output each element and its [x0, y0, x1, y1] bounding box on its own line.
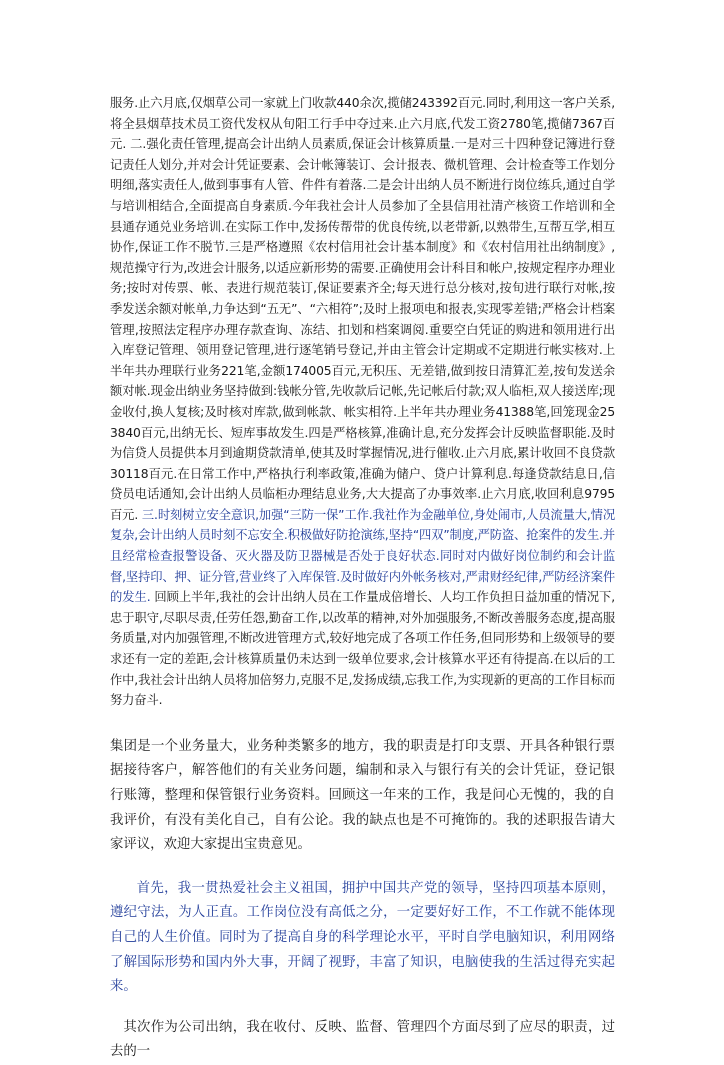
document-page	[110, 93, 615, 1065]
paragraph-review-section: 回顾上半年,我社的会计出纳人员在工作量成倍增长、人均工作负担日益加重的情况下,忠于职守,尽职尽责,任劳任怨,勤奋工作,以改革的精神,对外加强服务,不断改善服务态度,提高服务质量,对内加强管理,不断改进管理方式,较好地完成了各项工作任务,但同形势和上级领导的要求还有一定的差距,会计核算质量仍未达到一级单位要求,会计核算水平还有待提高.在以后的工作中,我社会计出纳人员将加倍努力,克服不足,发扬成绩,忘我工作,为实现新的更高的工作目标而努力奋斗.	[110, 590, 615, 708]
paragraph-work-summary-main: 服务.止六月底,仅烟草公司一家就上门收款440余次,揽储243392百元.同时,利用这一客户关系,将全县烟草技术员工资代发权从旬阳工行手中夺过来.止六月底,代发工资2780笔,揽储7367百元. 二.强化责任管理,提高会计出纳人员素质,保证会计核算质量.一是对三十四种登记簿进行登记责任人划分,并对会计凭证要素、会计帐簿装订、会计报表、微机管理、会计检查等工作划分明细,落实责任人,做到事事有人管、件件有着落.二是会计出纳人员不断进行岗位练兵,通过自学与培训相结合,全面提高自身素质.今年我社会计人员参加了全县信用社清产核资工作培训和全县通存通兑业务培训.在实际工作中,发扬传帮带的优良传统,以老带新,以熟带生,互帮互学,相互协作,保证工作不脱节.三是严格遵照《农村信用社会计基本制度》和《农村信用社出纳制度》,规范操守行为,改进会计服务,以适应新形势的需要.正确使用会计科目和帐户,按规定程序办理业务;按时对传票、帐、表进行规范装订,保证要素齐全;每天进行总分核对,按旬进行联行对帐,按季发送余额对帐单,力争达到“五无”、“六相符”;及时上报项电和报表,实现零差错;严格会计档案管理,按照法定程序办理存款查询、冻结、扣划和档案调阅.重要空白凭证的购进和领用进行出入库登记管理、领用登记管理,进行逐笔销号登记,并由主管会计定期或不定期进行帐实核对.上半年共办理联行业务221笔,金额174005百元,无积压、无差错,做到按日清算汇差,按旬发送余额对帐.现金出纳业务坚持做到:钱帐分管,先收款后记帐,先记帐后付款;双人临柜,双人接送库;现金收付,换人复核;及时核对库款,做到帐款、帐实相符.上半年共办理业务41388笔,回笼现金253840百元,出纳无长、短库事故发生.四是严格核算,准确计息,充分发挥会计反映监督职能.及时为信贷人员提供本月到逾期贷款清单,使其及时掌握情况,进行催收.止六月底,累计收回不良贷款30118百元.在日常工作中,严格执行利率政策,准确为储户、贷户计算利息.每逢贷款结息日,信贷员电话通知,会计出纳人员临柜办理结息业务,大大提高了办事效率.止六月底,收回利息9795百元.	[110, 96, 615, 522]
paragraph-second-point: 其次作为公司出纳，我在收付、反映、监督、管理四个方面尽到了应尽的职责，过去的一	[110, 1019, 615, 1060]
paragraph-safety-section: 三.时刻树立安全意识,加强“三防一保”工作.我社作为金融单位,身处闹市,人员流量大,情况复杂,会计出纳人员时刻不忘安全.积极做好防抢演练,坚持“四双”制度,严防盗、抢案件的发生.并且经常检查报警设备、灭火器及防卫器械是否处于良好状态.同时对内做好岗位制约和会计监督,坚持印、押、证分管,营业终了入库保管.及时做好内外帐务核对,严肃财经纪律,严防经济案件的发生.	[110, 507, 615, 605]
paragraph-first-point: 首先，我一贯热爱社会主义祖国，拥护中国共产党的领导，坚持四项基本原则，遵纪守法，为人正直。工作岗位没有高低之分，一定要好好工作，不工作就不能体现自己的人生价值。同时为了提高自身的科学理论水平，平时自学电脑知识，利用网络了解国际形势和国内外大事，开阔了视野，丰富了知识，电脑使我的生活过得充实起来。	[110, 880, 615, 995]
paragraph-work-summary	[110, 93, 615, 711]
paragraph-job-duties: 集团是一个业务量大，业务种类繁多的地方，我的职责是打印支票、开具各种银行票据接待客户，解答他们的有关业务问题，编制和录入与银行有关的会计凭证，登记银行账簿，整理和保管银行业务资料。回顾这一年来的工作，我是问心无愧的，我的自我评价，有没有美化自己，自有公论。我的缺点也是不可掩饰的。我的述职报告请大家评议，欢迎大家提出宝贵意见。	[110, 738, 615, 853]
